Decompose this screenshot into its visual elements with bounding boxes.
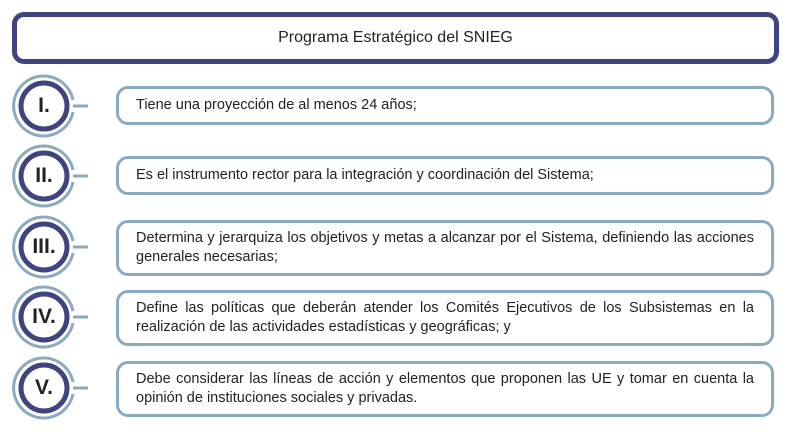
diagram-title-box bbox=[12, 12, 779, 64]
item-text: Determina y jerarquiza los objetivos y metas a alcanzar por el Sistema, definiendo las acciones generales necesarias; bbox=[136, 230, 754, 265]
numeral-label: V. bbox=[35, 376, 53, 399]
item-text-box bbox=[116, 361, 774, 417]
item-text-box bbox=[116, 290, 774, 346]
item-text: Tiene una proyección de al menos 24 años; bbox=[136, 97, 417, 113]
numeral-label: IV. bbox=[32, 305, 56, 328]
item-text: Debe considerar las líneas de acción y elementos que proponen las UE y tomar en cuenta la opinión de instituciones sociales y privadas. bbox=[136, 371, 754, 406]
numeral-label: III. bbox=[32, 235, 56, 258]
numeral-label: I. bbox=[38, 94, 50, 117]
item-text-box bbox=[116, 220, 774, 276]
item-text: Define las políticas que deberán atender los Comités Ejecutivos de los Subsistemas en la realización de las actividades estadísticas y geográficas; y bbox=[136, 300, 754, 335]
diagram-title: Programa Estratégico del SNIEG bbox=[278, 29, 513, 46]
item-text: Es el instrumento rector para la integración y coordinación del Sistema; bbox=[136, 167, 594, 183]
item-text-box bbox=[116, 86, 774, 125]
numeral-label: II. bbox=[35, 164, 53, 187]
item-text-box bbox=[116, 156, 774, 195]
list-item-5 bbox=[0, 344, 787, 432]
